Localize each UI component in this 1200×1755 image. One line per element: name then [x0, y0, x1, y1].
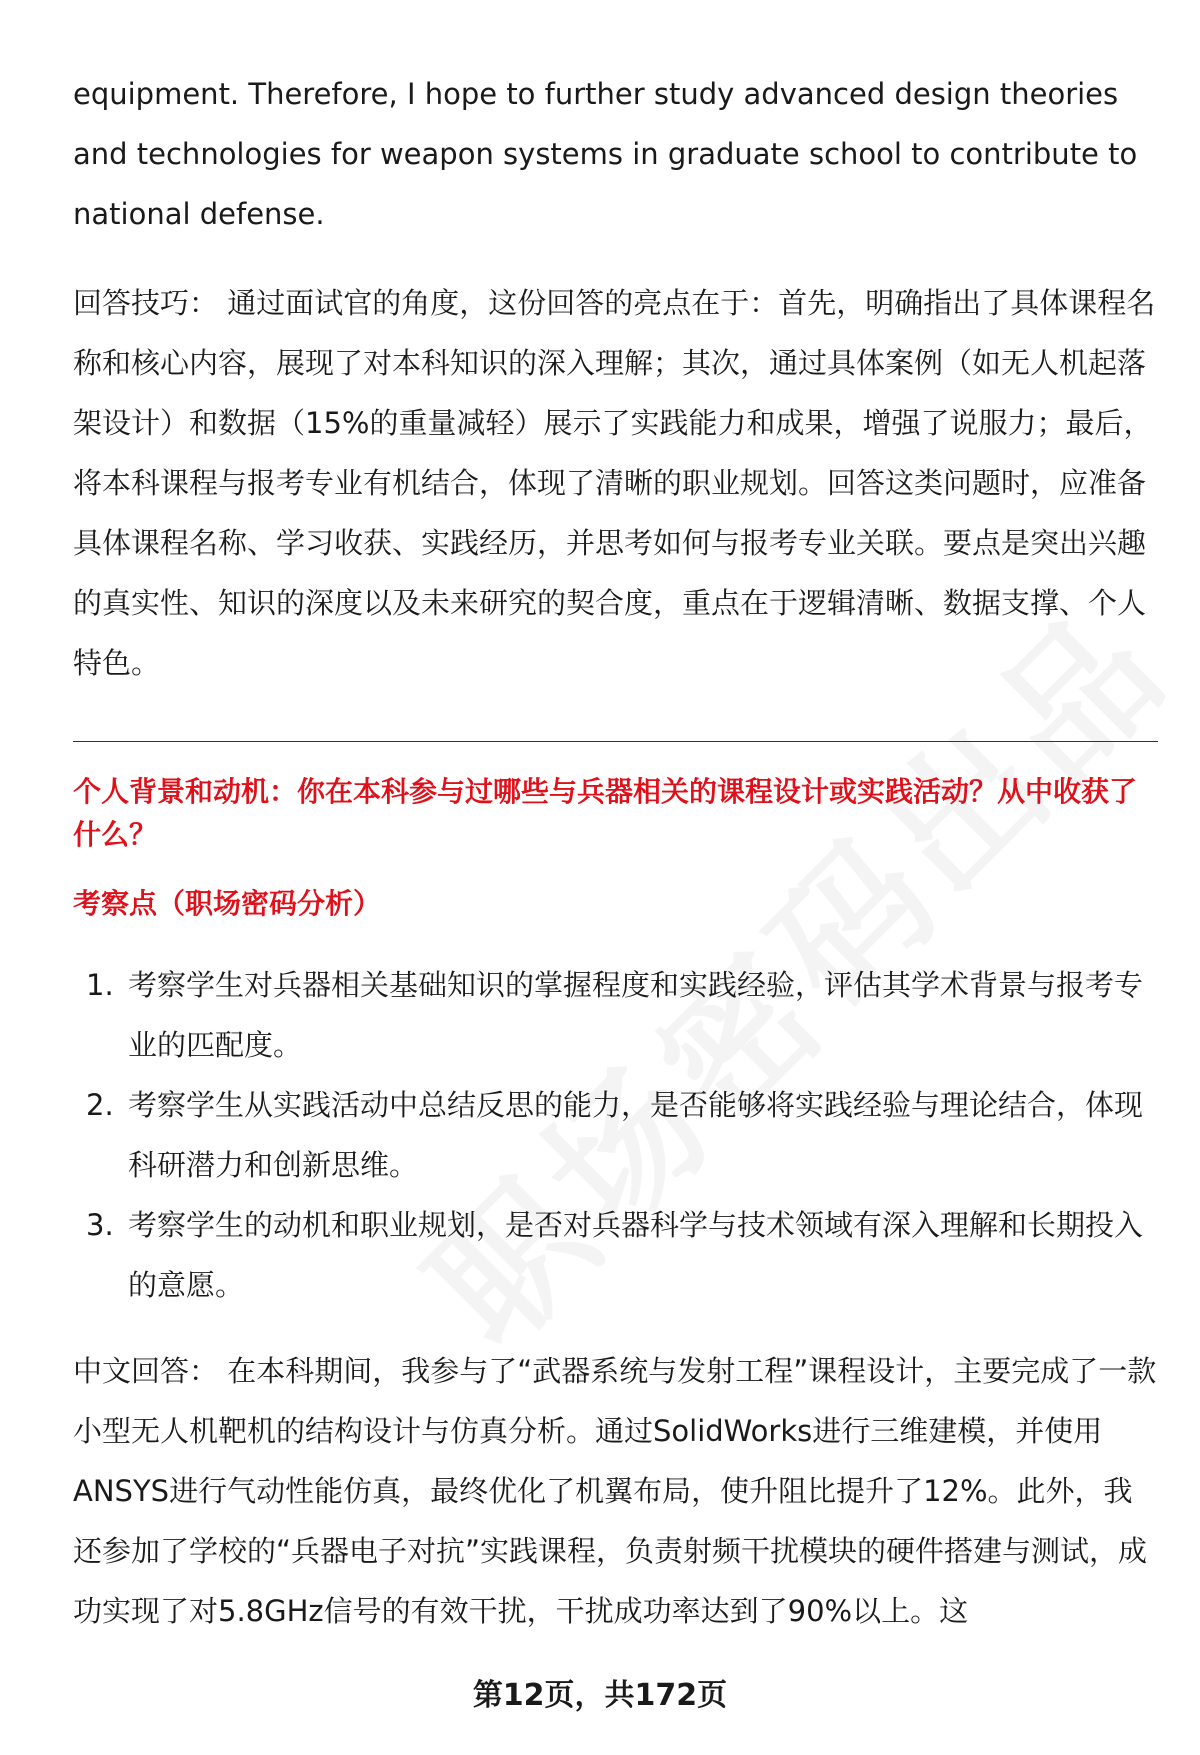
- list-number: 2.: [86, 1088, 114, 1122]
- list-item-text: 考察学生从实践活动中总结反思的能力，是否能够将实践经验与理论结合，体现科研潜力和创新思维。: [128, 1088, 1144, 1182]
- assessment-title: 考察点（职场密码分析）: [73, 887, 382, 920]
- list-item: [73, 955, 1158, 1075]
- list-item: [73, 1075, 1158, 1195]
- list-item-text: 考察学生的动机和职业规划，是否对兵器科学与技术领域有深入理解和长期投入的意愿。: [128, 1208, 1144, 1302]
- page-footer: 第12页，共172页: [472, 1678, 728, 1713]
- answer-tips-paragraph: 回答技巧： 通过面试官的角度，这份回答的亮点在于：首先，明确指出了具体课程名称和核心内容，展现了对本科知识的深入理解；其次，通过具体案例（如无人机起落架设计）和数据（15%的重量减轻）展示了实践能力和成果，增强了说服力；最后，将本科课程与报考专业有机结合，体现了清晰的职业规划。回答这类问题时，应准备具体课程名称、学习收获、实践经历，并思考如何与报考专业关联。要点是突出兴趣的真实性、知识的深度以及未来研究的契合度，重点在于逻辑清晰、数据支撑、个人特色。: [73, 286, 1156, 680]
- section-divider: [73, 741, 1158, 742]
- list-number: 3.: [86, 1208, 114, 1242]
- question-heading: 个人背景和动机：你在本科参与过哪些与兵器相关的课程设计或实践活动？从中收获了什么？: [73, 775, 1138, 851]
- list-number: 1.: [86, 968, 114, 1002]
- chinese-answer-paragraph: 中文回答： 在本科期间，我参与了“武器系统与发射工程”课程设计，主要完成了一款小型无人机靶机的结构设计与仿真分析。通过SolidWorks进行三维建模，并使用ANSYS进行气动性能仿真，最终优化了机翼布局，使升阻比提升了12%。此外，我还参加了学校的“兵器电子对抗”实践课程，负责射频干扰模块的硬件搭建与测试，成功实现了对5.8GHz信号的有效干扰，干扰成功率达到了90%以上。这: [73, 1354, 1157, 1628]
- assessment-list: [73, 955, 1158, 1315]
- continuation-paragraph: equipment. Therefore, I hope to further study advanced design theories and technologies for weapon systems in graduate school to contribute to national defense.: [73, 77, 1138, 231]
- list-item: [73, 1195, 1158, 1315]
- list-item-text: 考察学生对兵器相关基础知识的掌握程度和实践经验，评估其学术背景与报考专业的匹配度。: [128, 968, 1144, 1062]
